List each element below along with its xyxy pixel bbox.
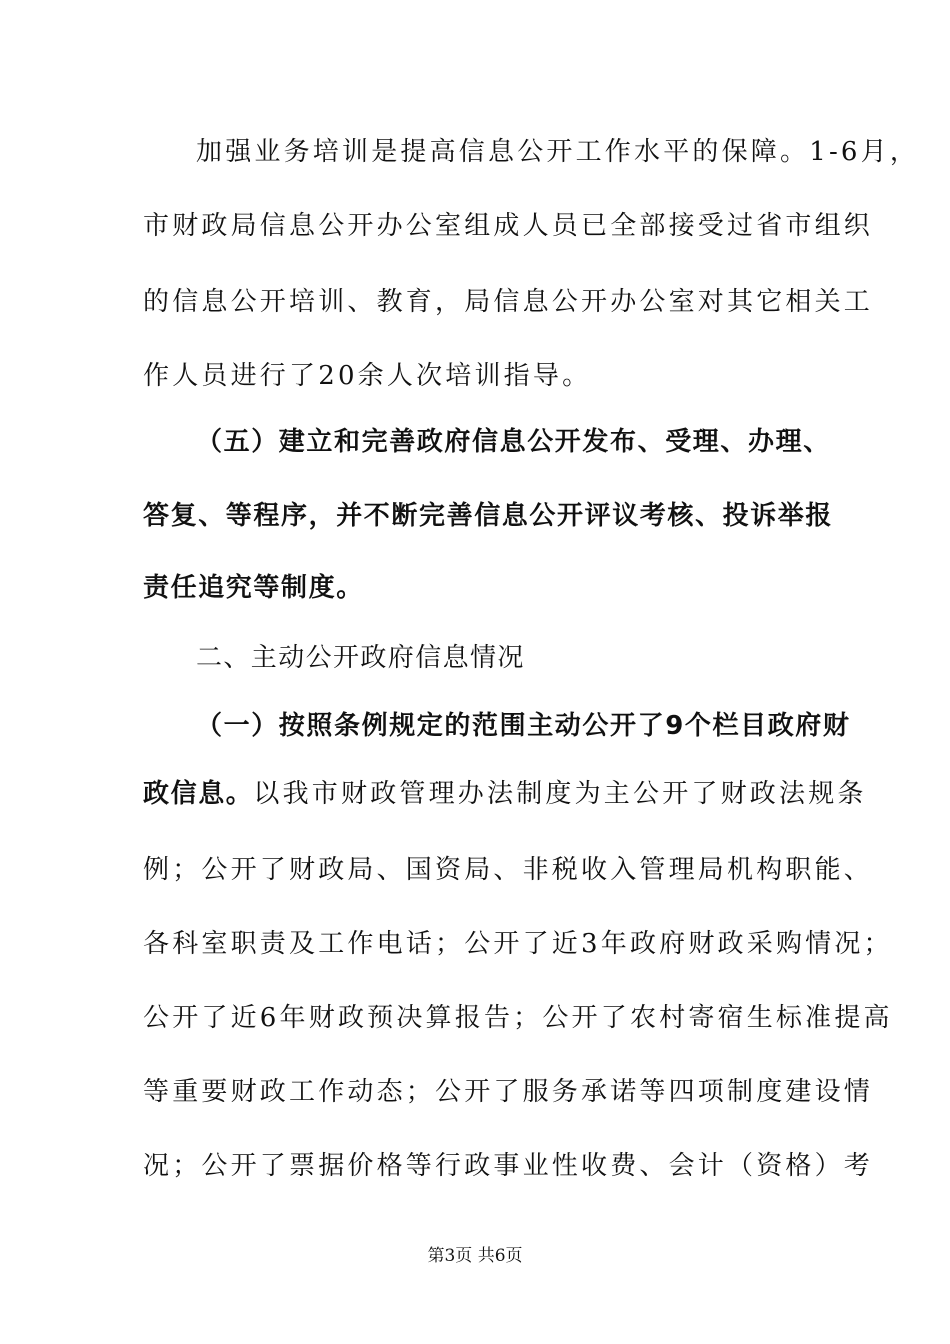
paragraph-line: 各科室职责及工作电话；公开了近3年政府财政采购情况； xyxy=(143,929,893,959)
regular-text: 以我市财政管理办法制度为主公开了财政法规条 xyxy=(253,779,867,809)
paragraph-line: 公开了近6年财政预决算报告；公开了农村寄宿生标准提高 xyxy=(143,1003,893,1033)
paragraph-line xyxy=(143,776,867,812)
paragraph-line: 市财政局信息公开办公室组成人员已全部接受过省市组织 xyxy=(143,211,874,241)
paragraph-line: 等重要财政工作动态；公开了服务承诺等四项制度建设情 xyxy=(143,1077,874,1107)
paragraph-line: 答复、等程序，并不断完善信息公开评议考核、投诉举报 xyxy=(143,501,834,531)
paragraph-line: 例；公开了财政局、国资局、非税收入管理局机构职能、 xyxy=(143,855,874,885)
paragraph-line: 况；公开了票据价格等行政事业性收费、会计（资格）考 xyxy=(143,1151,874,1181)
paragraph-line: （一）按照条例规定的范围主动公开了9个栏目政府财 xyxy=(196,711,851,741)
paragraph-line: 责任追究等制度。 xyxy=(143,573,364,603)
bold-text: 政信息。 xyxy=(143,779,254,809)
paragraph-line: 作人员进行了20余人次培训指导。 xyxy=(143,361,592,391)
paragraph-line: 加强业务培训是提高信息公开工作水平的保障。1-6月， xyxy=(196,137,920,167)
section-heading: 二、主动公开政府信息情况 xyxy=(196,643,525,673)
paragraph-line: （五）建立和完善政府信息公开发布、受理、办理、 xyxy=(196,427,831,457)
paragraph-line: 的信息公开培训、教育，局信息公开办公室对其它相关工 xyxy=(143,287,874,317)
page-number-footer: 第3页 共6页 xyxy=(427,1246,523,1266)
